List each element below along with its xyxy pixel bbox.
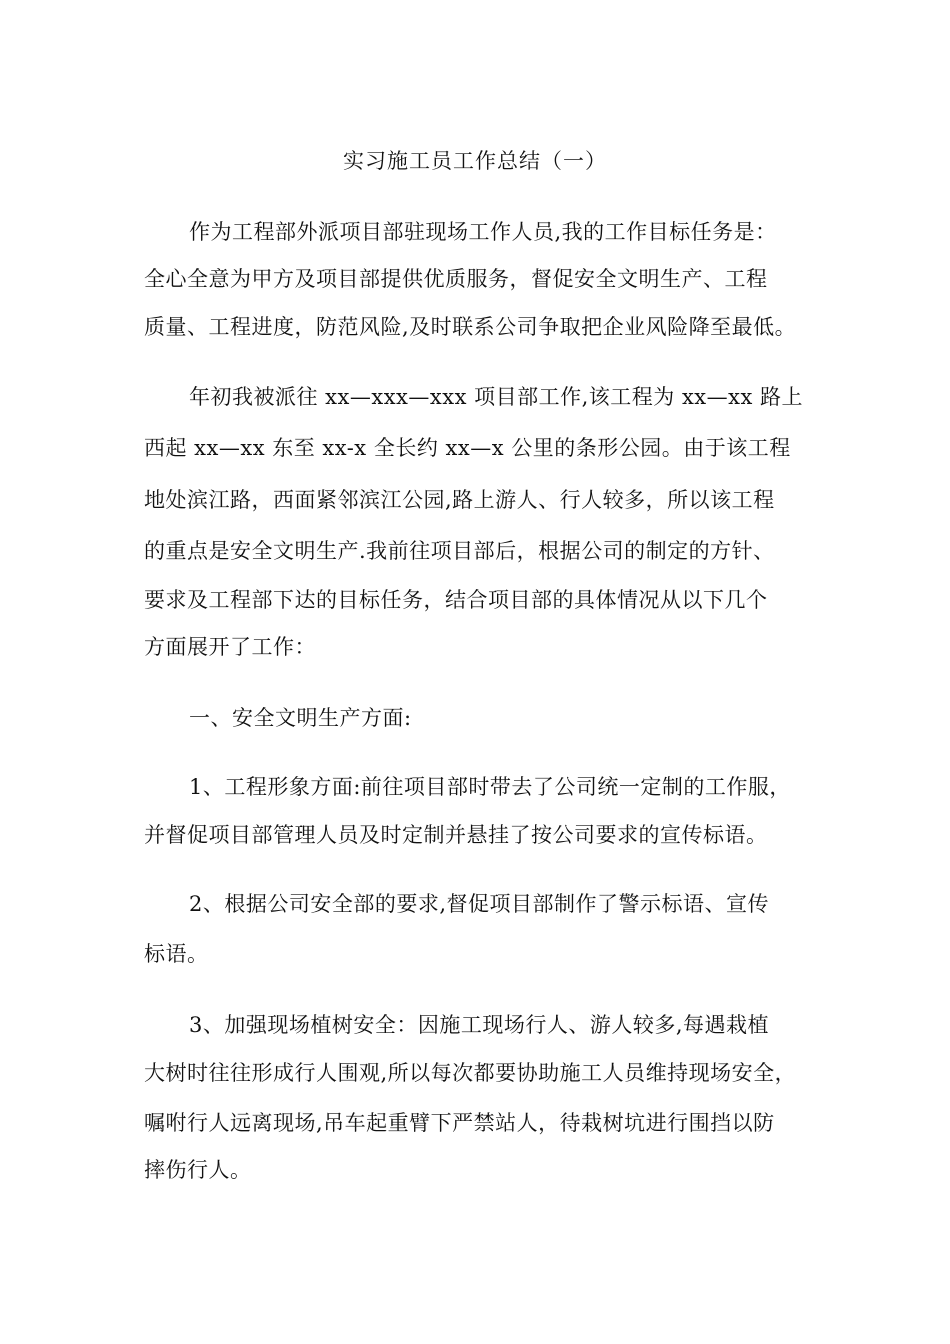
paragraph-2-line-1: 年初我被派往 xx—xxx—xxx 项目部工作,该工程为 xx—xx 路上 [189,385,803,409]
paragraph-5-line-1: 2、根据公司安全部的要求,督促项目部制作了警示标语、宣传 [189,892,770,916]
paragraph-1-line-2: 全心全意为甲方及项目部提供优质服务，督促安全文明生产、工程 [144,267,768,291]
paragraph-2-line-5: 要求及工程部下达的目标任务，结合项目部的具体情况从以下几个 [144,588,768,612]
paragraph-6-line-3: 嘱咐行人远离现场,吊车起重臂下严禁站人，待栽树坑进行围挡以防 [144,1111,775,1135]
paragraph-6-line-4: 摔伤行人。 [144,1158,252,1182]
paragraph-4-line-1: 1、工程形象方面:前往项目部时带去了公司统一定制的工作服， [189,775,791,799]
paragraph-2-line-4: 的重点是安全文明生产.我前往项目部后，根据公司的制定的方针、 [144,539,775,563]
paragraph-2-line-3: 地处滨江路，西面紧邻滨江公园,路上游人、行人较多，所以该工程 [144,488,775,512]
paragraph-2-line-6: 方面展开了工作： [144,635,316,659]
document-title: 实习施工员工作总结（一） [343,149,607,173]
section-heading: 一、安全文明生产方面: [189,706,412,730]
paragraph-1-line-1: 作为工程部外派项目部驻现场工作人员,我的工作目标任务是： [189,220,777,244]
paragraph-6-line-2: 大树时往往形成行人围观,所以每次都要协助施工人员维持现场安全， [144,1061,797,1085]
paragraph-1-line-3: 质量、工程进度，防范风险,及时联系公司争取把企业风险降至最低。 [144,315,797,339]
paragraph-6-line-1: 3、加强现场植树安全：因施工现场行人、游人较多,每遇栽植 [189,1013,770,1037]
paragraph-4-line-2: 并督促项目部管理人员及时定制并悬挂了按公司要求的宣传标语。 [144,823,768,847]
paragraph-5-line-2: 标语。 [144,942,209,966]
paragraph-2-line-2: 西起 xx—xx 东至 xx-x 全长约 xx—x 公里的条形公园。由于该工程 [144,436,791,460]
